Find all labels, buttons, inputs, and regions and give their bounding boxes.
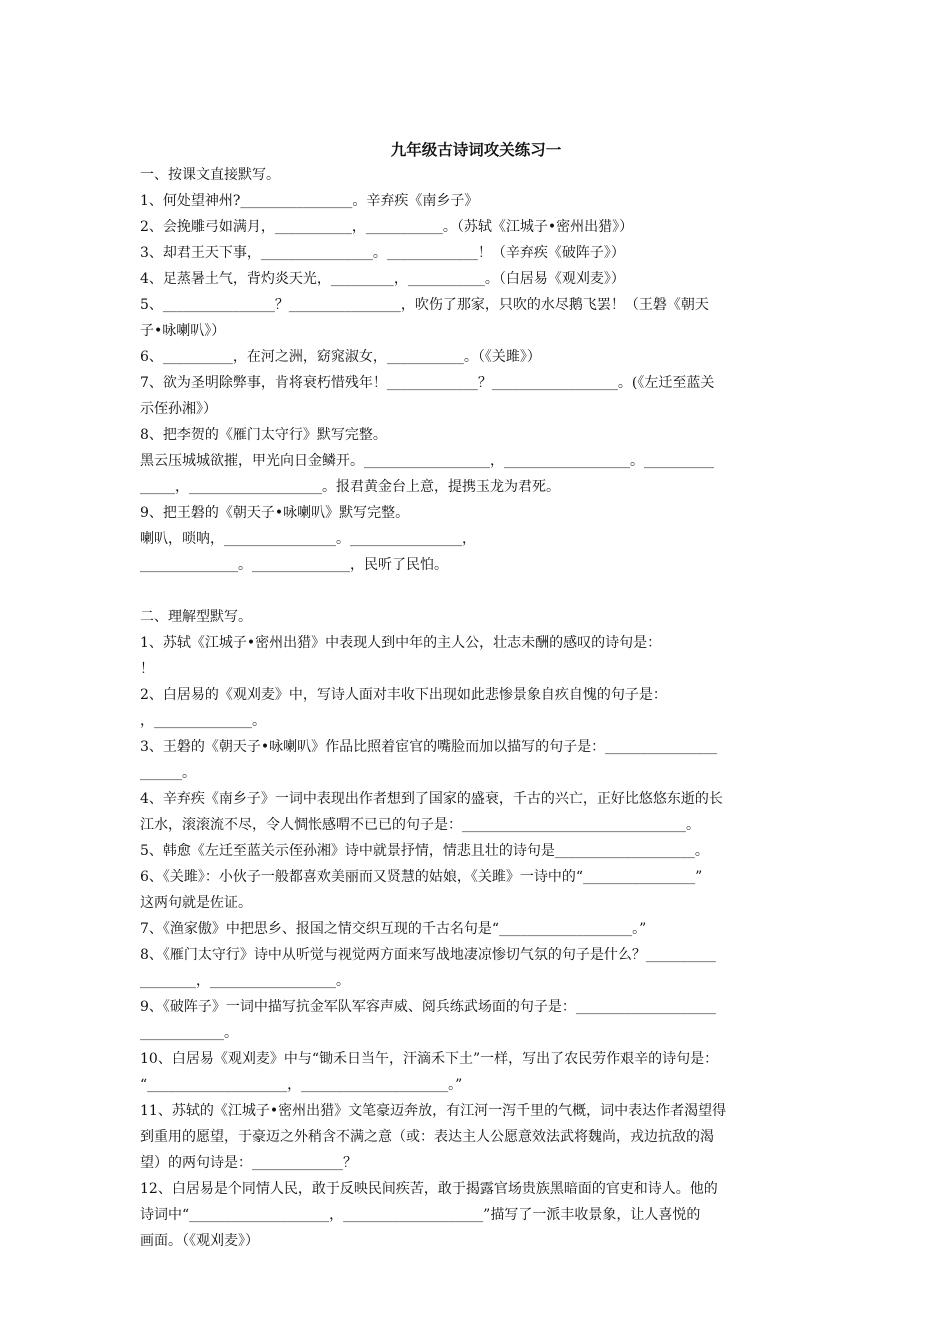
- section-2-line: 9、《破阵子》一词中描写抗金军队军容声威、阅兵练武场面的句子是：____________________: [140, 999, 716, 1015]
- section-1-line: 5、________________？________________，吹伤了那家，只吹的水尽鹅飞罢！（王磐《朝天: [140, 297, 709, 313]
- section-2-line: 5、韩愈《左迁至蓝关示侄孙湘》诗中就景抒情，情悲且壮的诗句是____________________。: [140, 843, 709, 859]
- section-1-line: 黑云压城城欲摧，甲光向日金鳞开。__________________，__________________。__________: [140, 453, 714, 469]
- section-1-line: 喇叭，唢呐，________________。________________，: [140, 531, 476, 547]
- worksheet-page: [140, 138, 812, 1254]
- section-spacer: [140, 578, 812, 604]
- section-heading: 一、按课文直接默写。: [140, 167, 280, 183]
- section-2-list: [140, 630, 812, 1254]
- section-2-line: 诗词中“____________________，____________________”描写了一派丰收景象，让人喜悦的: [140, 1207, 701, 1223]
- section-2-line: 6、《关雎》：小伙子一般都喜欢美丽而又贤慧的姑娘，《关雎》一诗中的“________________”: [140, 869, 703, 885]
- section-2-line: 2、白居易的《观刈麦》中，写诗人面对丰收下出现如此悲惨景象自疚自愧的句子是：: [140, 687, 667, 703]
- section-2-line: 到重用的愿望，于豪迈之外稍含不满之意（或：表达主人公愿意效法武将魏尚，戎边抗敌的渴: [140, 1129, 714, 1145]
- section-1-list: [140, 188, 812, 578]
- section-2-line: 望）的两句诗是：_____________？: [140, 1155, 357, 1171]
- section-2-line: 3、王磐的《朝天子•咏喇叭》作品比照着宦官的嘴脸而加以描写的句子是：________________: [140, 739, 718, 755]
- section-2-line: 10、白居易《观刈麦》中与“锄禾日当午，汗滴禾下土”一样，写出了农民劳作艰辛的诗句是：: [140, 1051, 719, 1067]
- section-1-line: 3、却君王天下事，________________。_____________！（辛弃疾《破阵子》）: [140, 245, 625, 261]
- section-2-line: 1、苏轼《江城子•密州出猎》中表现人到中年的主人公，壮志未酬的感叹的诗句是：: [140, 635, 662, 651]
- section-2-line: ____________。: [140, 1025, 238, 1041]
- section-2-line: 4、辛弃疾《南乡子》一词中表现出作者想到了国家的盛衰，千古的兴亡，正好比悠悠东逝的长: [140, 791, 723, 807]
- section-2-line: ______。: [140, 765, 196, 781]
- section-1-line: 2、会挽雕弓如满月，___________，___________。（苏轼《江城子•密州出猎》）: [140, 219, 634, 235]
- section-1-line: 9、把王磐的《朝天子•咏喇叭》默写完整。: [140, 505, 410, 521]
- section-2-line: 12、白居易是个同情人民，敢于反映民间疾苦，敢于揭露官场贵族黑暗面的官吏和诗人。他的: [140, 1181, 718, 1197]
- section-heading: 二、理解型默写。: [140, 609, 252, 625]
- section-1-line: 子•咏喇叭》）: [140, 323, 226, 339]
- section-2-line: 江水，滚滚流不尽，令人惆怅感喟不已已的句子是：________________________________。: [140, 817, 700, 833]
- section-2-line: ，______________。: [140, 713, 266, 729]
- section-2-line: 11、苏轼的《江城子•密州出猎》文笔豪迈奔放，有江河一泻千里的气概，词中表达作者渴望得: [140, 1103, 727, 1119]
- page-title: 九年级古诗词攻关练习一: [390, 140, 562, 159]
- section-2-line: 画面。（《观刈麦》）: [140, 1233, 259, 1249]
- section-2-line: 这两句就是佐证。: [140, 895, 252, 911]
- section-1-line: 示侄孙湘》）: [140, 401, 217, 417]
- section-1-line: 7、欲为圣明除弊事，肯将衰朽惜残年！_____________？__________________。(《左迁至蓝关: [140, 375, 715, 391]
- section-1-line: 4、足蒸暑土气，背灼炎天光，_________，___________。（白居易《观刈麦》）: [140, 271, 625, 287]
- section-1-line: _____，___________________。报君黄金台上意，提携玉龙为君死。: [140, 479, 560, 495]
- section-1-line: ______________。______________，民听了民怕。: [140, 557, 448, 573]
- section-2-line: 7、《渔家傲》中把思乡、报国之情交织互现的千古名句是“___________________。”: [140, 921, 647, 937]
- section-1-line: 8、把李贺的《雁门太守行》默写完整。: [140, 427, 387, 443]
- section-2-line: 8、《雁门太守行》诗中从听觉与视觉两方面来写战地凄凉惨切气氛的句子是什么？__________: [140, 947, 716, 963]
- section-1-line: 1、何处望神州?________________。辛弃疾《南乡子》: [140, 193, 479, 209]
- section-2-line: ！: [140, 661, 154, 677]
- section-2-line: “____________________，_____________________。”: [140, 1077, 463, 1093]
- section-1-line: 6、__________，在河之洲，窈窕淑女，___________。（《关雎》）: [140, 349, 541, 365]
- section-2-line: ________，__________________。: [140, 973, 350, 989]
